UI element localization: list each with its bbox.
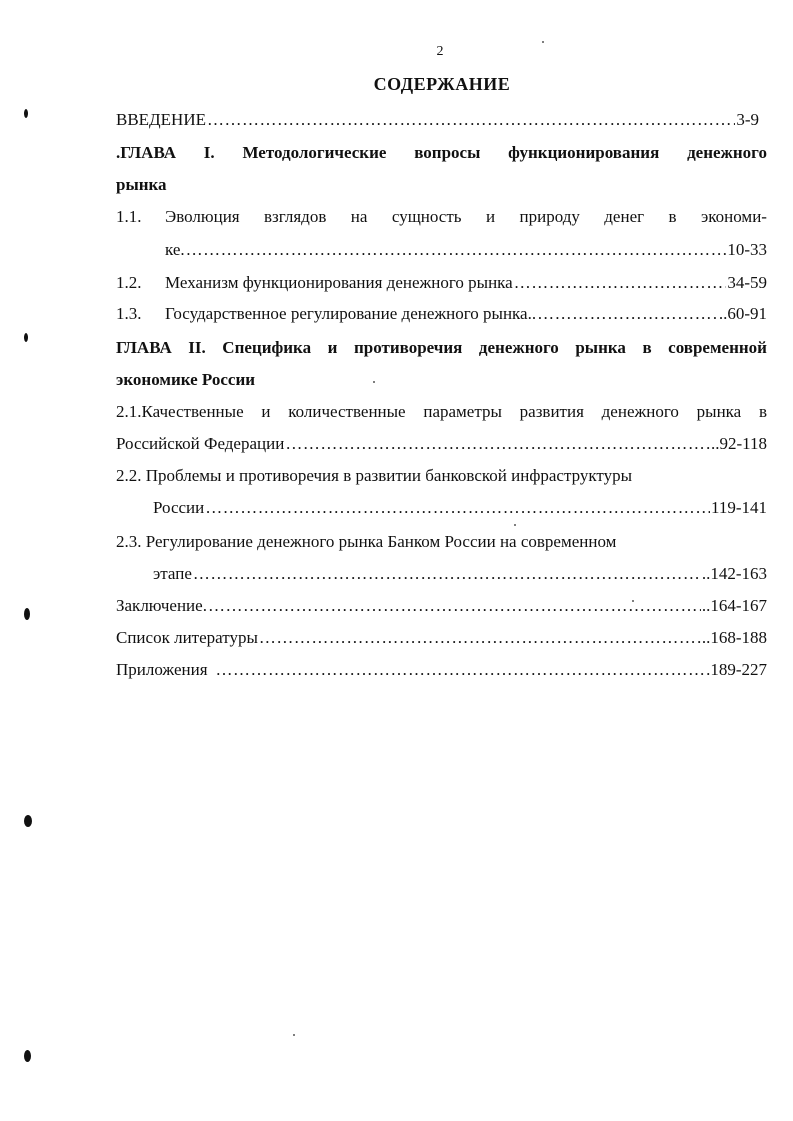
word: экономи- [700,207,767,226]
toc-entry-1-1[interactable] [165,205,767,229]
toc-entry-1-1-cont[interactable] [165,238,767,262]
toc-entry-intro[interactable] [116,108,759,132]
toc-entry-2-3-cont[interactable] [153,562,767,586]
word: функционирования [508,143,660,162]
toc-pages: ..92-118 [710,434,767,453]
chapter-title-cont: экономике России [116,370,256,389]
scan-speck [542,41,544,43]
toc-entry-2-1-cont[interactable] [116,432,767,456]
word: денежного [478,338,559,357]
toc-label: 2.3. Регулирование денежного рынка Банком России на современном [116,532,617,551]
toc-label: Государственное регулирование денежного рынка.. [165,304,537,323]
word: рынка [696,402,742,421]
toc-pages: 10-33 [727,240,767,259]
dot-leader [259,626,701,650]
page-title: СОДЕРЖАНИЕ [373,74,511,94]
toc-entry-appendices[interactable] [116,658,767,682]
toc-label: Российской Федерации [116,434,285,453]
word: денежного [687,143,767,162]
word: параметры [423,402,502,421]
toc-entry-1-2[interactable] [116,271,767,295]
word: сущность [391,207,462,226]
toc-entry-1-3[interactable] [116,302,767,326]
word: II. [188,338,206,357]
word: природу [519,207,580,226]
dot-leader [208,594,701,618]
chapter-title-cont: рынка [116,175,167,194]
toc-entry-references[interactable] [116,626,767,650]
word: количественные [288,402,406,421]
binding-hole-mark [24,815,32,827]
binding-hole-mark [24,608,30,620]
toc-label: этапе [153,564,192,583]
word: в [668,207,677,226]
word: .ГЛАВА [116,143,176,162]
toc-pages: ..164-167 [701,596,767,615]
binding-hole-mark [24,109,28,118]
toc-pages: .189-227 [706,660,767,679]
word: взглядов [264,207,327,226]
toc-chapter-2-heading-cont [116,368,255,392]
toc-chapter-1-heading-cont [116,173,167,197]
word: развития [519,402,584,421]
dot-leader [216,658,706,682]
word: Специфика [222,338,312,357]
word: и [485,207,496,226]
dot-leader [514,271,727,295]
toc-label: Заключение. [116,596,207,615]
toc-entry-conclusion[interactable] [116,594,767,618]
word: и [327,338,338,357]
toc-chapter-1-heading[interactable] [116,141,767,165]
binding-hole-mark [24,1050,31,1062]
word: ГЛАВА [116,338,172,357]
word: противоречия [353,338,463,357]
word: I. [203,143,215,162]
page-number: 2 [436,44,444,59]
word: вопросы [414,143,481,162]
dot-leader [205,496,710,520]
dot-leader [193,562,701,586]
toc-label: России [153,498,205,517]
toc-label: Список литературы [116,628,258,647]
section-number: 1.2. [116,273,142,292]
word: и [261,402,271,421]
toc-label: ВВЕДЕНИЕ [116,110,206,129]
toc-entry-1-1-number [116,205,142,229]
scan-speck [373,381,375,383]
toc-label: Механизм функционирования денежного рынка [165,273,513,292]
word: на [350,207,368,226]
toc-label: 2.2. Проблемы и противоречия в развитии банковской инфраструктуры [116,466,633,485]
toc-pages: 3-9 [736,110,759,129]
toc-entry-2-2-cont[interactable] [153,496,767,520]
binding-hole-mark [24,333,28,342]
dot-leader [285,432,710,456]
dot-leader [207,108,735,132]
toc-chapter-2-heading[interactable] [116,336,767,360]
toc-entry-2-1[interactable] [116,400,767,424]
dot-leader [537,302,718,326]
scan-speck [632,600,634,602]
word: в [758,402,767,421]
word: современной [668,338,767,357]
toc-label: ке. [165,240,185,259]
word: рынка [575,338,626,357]
toc-entry-2-2[interactable] [116,464,632,488]
scan-speck [293,1034,295,1036]
word: Эволюция [165,207,240,226]
toc-pages: ..168-188 [701,628,767,647]
word: денежного [601,402,679,421]
section-number: 1.3. [116,304,142,323]
dot-leader [186,238,727,262]
toc-pages: ..60-91 [718,304,767,323]
toc-pages: 34-59 [727,273,767,292]
toc-entry-2-3[interactable] [116,530,616,554]
toc-label: Приложения [116,660,208,679]
scan-speck [514,524,516,526]
word: 2.1.Качественные [116,402,244,421]
word: в [642,338,652,357]
section-number: 1.1. [116,207,142,226]
word: денег [604,207,645,226]
word: Методологические [242,143,387,162]
toc-pages: 119-141 [710,498,767,517]
toc-pages: ..142-163 [701,564,767,583]
